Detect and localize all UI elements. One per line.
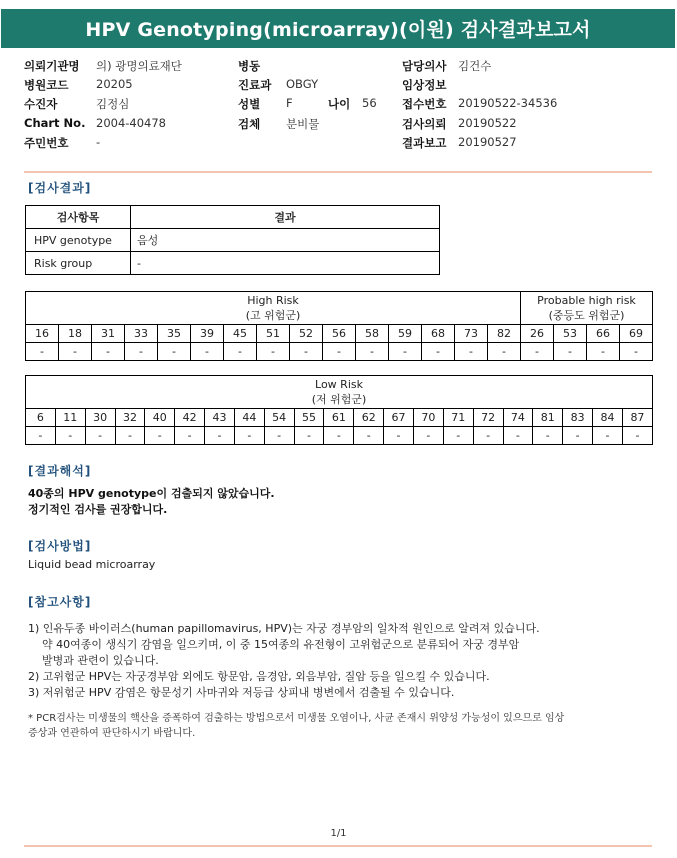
hpv-type-cell: 44: [234, 409, 264, 427]
hpv-result-cell: -: [422, 343, 455, 361]
doctor-value: 김건수: [458, 59, 492, 73]
hpv-result-cell: -: [587, 343, 620, 361]
hpv-result-cell: -: [620, 343, 653, 361]
result-col-value: 결과: [131, 206, 440, 229]
patient-label: 수진자: [24, 97, 58, 111]
receipt-label: 접수번호: [402, 97, 447, 111]
ward-label: 병동: [238, 59, 261, 73]
hpv-type-cell: 73: [455, 325, 488, 343]
report-label: 결과보고: [402, 136, 447, 150]
hpv-type-cell: 54: [264, 409, 294, 427]
hospital-value: 의) 광명의료재단: [96, 59, 182, 73]
hpv-type-cell: 62: [354, 409, 384, 427]
hpv-result-cell: -: [257, 343, 290, 361]
dept-label: 진료과: [238, 78, 272, 92]
hpv-type-cell: 30: [85, 409, 115, 427]
hpv-result-cell: -: [593, 427, 623, 445]
hpv-result-cell: -: [503, 427, 533, 445]
high-risk-header: [26, 292, 521, 325]
result-table: [25, 205, 440, 275]
probable-risk-subtitle: (중등도 위험군): [548, 309, 625, 322]
chart-label: Chart No.: [24, 116, 86, 130]
hpv-type-cell: 59: [389, 325, 422, 343]
sex-value: F: [286, 96, 293, 110]
hpv-type-cell: 26: [521, 325, 554, 343]
hpv-type-cell: 84: [593, 409, 623, 427]
hpv-result-cell: -: [115, 427, 145, 445]
table-row: [26, 229, 440, 252]
high-risk-type-row: [26, 325, 653, 343]
low-risk-subtitle: (저 위험군): [311, 393, 367, 406]
hpv-type-cell: 69: [620, 325, 653, 343]
hpv-result-cell: -: [521, 343, 554, 361]
hpv-result-cell: -: [92, 343, 125, 361]
hospital-label: 의뢰기관명: [24, 59, 80, 73]
hpv-result-cell: -: [59, 343, 92, 361]
hpv-type-cell: 68: [422, 325, 455, 343]
hpv-type-cell: 82: [488, 325, 521, 343]
hpv-type-cell: 6: [26, 409, 56, 427]
hpv-result-cell: -: [455, 343, 488, 361]
hpv-type-cell: 55: [294, 409, 324, 427]
receipt-value: 20190522-34536: [458, 96, 558, 110]
result-value-genotype: 음성: [131, 229, 440, 252]
request-value: 20190522: [458, 116, 517, 130]
section-title-result: [검사결과]: [28, 181, 92, 195]
page-number: 1/1: [330, 828, 347, 839]
reference-line-3: 발병과 관련이 있습니다.: [42, 654, 159, 667]
header-divider: [24, 171, 652, 173]
hpv-result-cell: -: [224, 343, 257, 361]
report-value: 20190527: [458, 135, 517, 149]
hpv-type-cell: 87: [622, 409, 652, 427]
hpv-type-cell: 45: [224, 325, 257, 343]
hpv-type-cell: 42: [175, 409, 205, 427]
report-title-text: HPV Genotyping(microarray)(이원) 검사결과보고서: [85, 19, 591, 41]
hpv-result-cell: -: [290, 343, 323, 361]
hpv-result-cell: -: [158, 343, 191, 361]
hpv-type-cell: 81: [533, 409, 563, 427]
hpv-result-cell: -: [622, 427, 652, 445]
low-risk-result-row: [26, 427, 653, 445]
reference-line-5: 3) 저위험군 HPV 감염은 항문성기 사마귀와 저등급 상피내 병변에서 검출될 수 있습니다.: [28, 686, 455, 699]
section-title-interpretation: [결과해석]: [28, 464, 92, 478]
hpv-result-cell: -: [175, 427, 205, 445]
hpv-result-cell: -: [354, 427, 384, 445]
specimen-label: 검체: [238, 117, 261, 131]
hpv-type-cell: 71: [443, 409, 473, 427]
low-risk-title: Low Risk: [315, 378, 363, 391]
hpv-result-cell: -: [26, 427, 56, 445]
hpv-type-cell: 18: [59, 325, 92, 343]
section-title-method: [검사방법]: [28, 539, 92, 553]
table-row: [26, 252, 440, 275]
hpv-result-cell: -: [473, 427, 503, 445]
hpv-type-cell: 66: [587, 325, 620, 343]
hpv-type-cell: 74: [503, 409, 533, 427]
hpv-result-cell: -: [264, 427, 294, 445]
hpv-type-cell: 51: [257, 325, 290, 343]
high-risk-title: High Risk: [247, 294, 299, 307]
footer-divider: [24, 845, 652, 847]
clinical-label: 임상정보: [402, 78, 447, 92]
high-risk-result-row: [26, 343, 653, 361]
age-label: 나이: [328, 97, 351, 111]
hpv-result-cell: -: [563, 427, 593, 445]
dept-value: OBGY: [286, 77, 319, 91]
hpv-result-cell: -: [205, 427, 235, 445]
age-value: 56: [362, 96, 377, 110]
result-value-risk-group: -: [131, 252, 440, 275]
hpv-result-cell: -: [413, 427, 443, 445]
hpv-result-cell: -: [356, 343, 389, 361]
hpv-type-cell: 40: [145, 409, 175, 427]
interpretation-text: [28, 486, 275, 518]
section-title-reference: [참고사항]: [28, 595, 92, 609]
hpv-result-cell: -: [324, 427, 354, 445]
hpv-type-cell: 31: [92, 325, 125, 343]
hpv-type-cell: 39: [191, 325, 224, 343]
probable-risk-header: [521, 292, 653, 325]
hpv-type-cell: 16: [26, 325, 59, 343]
specimen-value: 분비물: [286, 117, 320, 131]
hpv-type-cell: 56: [323, 325, 356, 343]
ssn-label: 주민번호: [24, 136, 69, 150]
hpv-result-cell: -: [145, 427, 175, 445]
pcr-note-line-1: * PCR검사는 미생물의 핵산을 증폭하여 검출하는 방법으로서 미생물 오염이나, 사균 존재시 위양성 가능성이 있으므로 임상: [28, 713, 565, 724]
result-col-item: 검사항목: [26, 206, 131, 229]
hpv-type-cell: 43: [205, 409, 235, 427]
result-item-risk-group: Risk group: [26, 252, 131, 275]
result-item-genotype: HPV genotype: [26, 229, 131, 252]
patient-value: 김정심: [96, 97, 130, 111]
hpv-type-cell: 70: [413, 409, 443, 427]
hpv-result-cell: -: [55, 427, 85, 445]
reference-text: [28, 621, 540, 701]
hpv-type-cell: 67: [384, 409, 414, 427]
reference-line-1: 1) 인유두종 바이러스(human papillomavirus, HPV)는 자궁 경부암의 일차적 원인으로 알려져 있습니다.: [28, 622, 540, 635]
hpv-type-cell: 52: [290, 325, 323, 343]
code-label: 병원코드: [24, 78, 69, 92]
hpv-result-cell: -: [443, 427, 473, 445]
report-title: [1, 9, 675, 48]
reference-line-4: 2) 고위험군 HPV는 자궁경부암 외에도 항문암, 음경암, 외음부암, 질암 등을 일으킬 수 있습니다.: [28, 670, 490, 683]
hpv-result-cell: -: [384, 427, 414, 445]
low-risk-type-row: [26, 409, 653, 427]
low-risk-header: [26, 376, 653, 409]
hpv-type-cell: 32: [115, 409, 145, 427]
hpv-type-cell: 35: [158, 325, 191, 343]
doctor-label: 담당의사: [402, 59, 447, 73]
hpv-result-cell: -: [191, 343, 224, 361]
hpv-result-cell: -: [554, 343, 587, 361]
chart-value: 2004-40478: [96, 116, 166, 130]
hpv-result-cell: -: [234, 427, 264, 445]
hpv-result-cell: -: [294, 427, 324, 445]
reference-line-2: 약 40여종이 생식기 감염을 일으키며, 이 중 15여종의 유전형이 고위험군으로 분류되어 자궁 경부암: [42, 638, 520, 651]
ssn-value: -: [96, 135, 101, 149]
interpretation-line-1: 40종의 HPV genotype이 검출되지 않았습니다.: [28, 487, 275, 500]
hpv-result-cell: -: [389, 343, 422, 361]
pcr-note: [28, 711, 564, 741]
request-label: 검사의뢰: [402, 117, 447, 131]
pcr-note-line-2: 증상과 연관하여 판단하시기 바랍니다.: [28, 728, 196, 739]
hpv-result-cell: -: [488, 343, 521, 361]
hpv-type-cell: 53: [554, 325, 587, 343]
high-risk-subtitle: (고 위험군): [245, 309, 301, 322]
hpv-type-cell: 11: [55, 409, 85, 427]
hpv-type-cell: 83: [563, 409, 593, 427]
code-value: 20205: [96, 77, 133, 91]
hpv-result-cell: -: [323, 343, 356, 361]
hpv-type-cell: 33: [125, 325, 158, 343]
probable-risk-title: Probable high risk: [537, 294, 636, 307]
low-risk-table: [25, 375, 653, 445]
high-risk-table: [25, 291, 653, 361]
method-text: Liquid bead microarray: [28, 558, 156, 571]
hpv-result-cell: -: [125, 343, 158, 361]
hpv-result-cell: -: [85, 427, 115, 445]
hpv-type-cell: 72: [473, 409, 503, 427]
interpretation-line-2: 정기적인 검사를 권장합니다.: [28, 503, 168, 516]
sex-label: 성별: [238, 97, 261, 111]
hpv-type-cell: 58: [356, 325, 389, 343]
hpv-result-cell: -: [533, 427, 563, 445]
hpv-type-cell: 61: [324, 409, 354, 427]
hpv-result-cell: -: [26, 343, 59, 361]
